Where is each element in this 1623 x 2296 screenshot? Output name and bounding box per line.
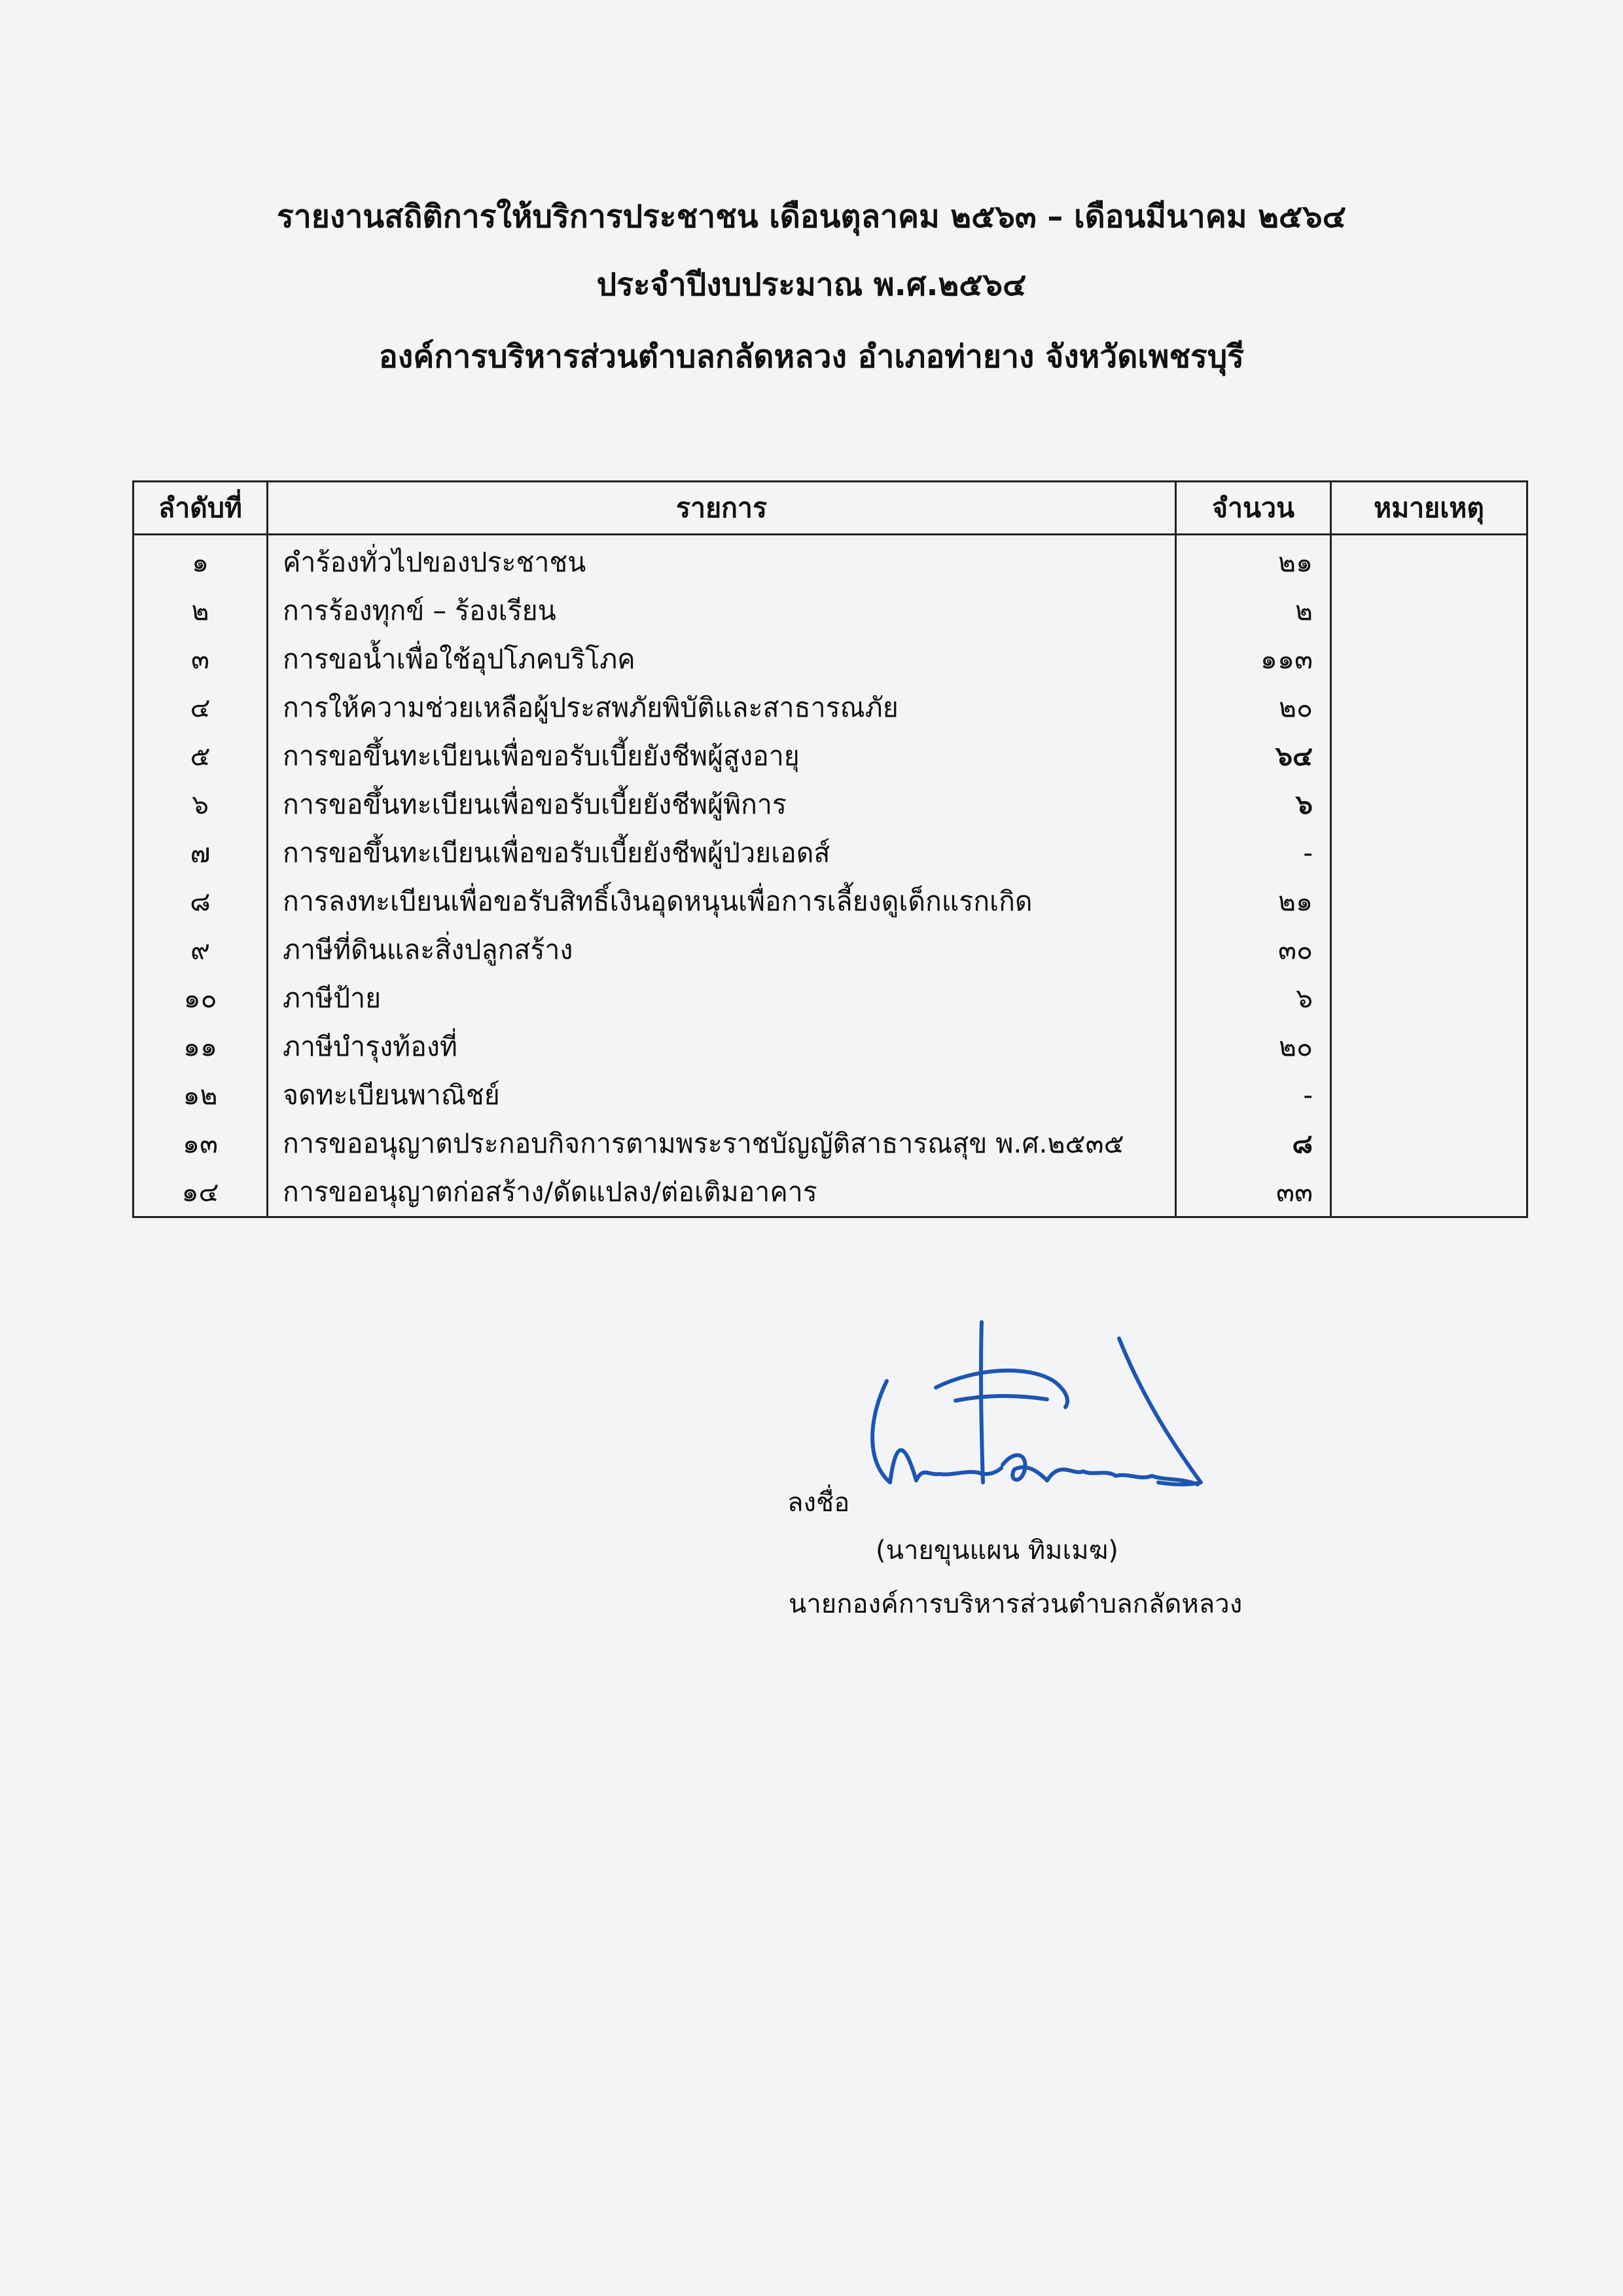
row-quantity: ๒๐ [1176, 683, 1331, 732]
statistics-table [132, 480, 1528, 1218]
table-row [134, 1071, 1527, 1119]
row-number: ๑ [134, 535, 268, 587]
row-remark [1331, 1119, 1527, 1168]
row-item: การขออนุญาตก่อสร้าง/ดัดแปลง/ต่อเติมอาคาร [268, 1168, 1176, 1217]
row-quantity: ๘ [1176, 1119, 1331, 1168]
table-row [134, 1168, 1527, 1217]
row-number: ๔ [134, 683, 268, 732]
table-row [134, 1022, 1527, 1071]
table-row [134, 925, 1527, 974]
row-number: ๘ [134, 877, 268, 925]
row-remark [1331, 925, 1527, 974]
row-remark [1331, 635, 1527, 683]
table-row [134, 780, 1527, 829]
row-quantity: ๑๑๓ [1176, 635, 1331, 683]
table-row [134, 535, 1527, 587]
table-row [134, 635, 1527, 683]
column-header-item: รายการ [268, 482, 1176, 535]
row-remark [1331, 780, 1527, 829]
report-title: รายงานสถิติการให้บริการประชาชน เดือนตุลาคม ๒๕๖๓ – เดือนมีนาคม ๒๕๖๔ [277, 198, 1346, 235]
row-remark [1331, 1022, 1527, 1071]
row-number: ๓ [134, 635, 268, 683]
row-number: ๖ [134, 780, 268, 829]
fiscal-year-line: ประจำปีงบประมาณ พ.ศ.๒๕๖๔ [596, 266, 1027, 303]
row-number: ๑๑ [134, 1022, 268, 1071]
row-item: การขออนุญาตประกอบกิจการตามพระราชบัญญัติสาธารณสุข พ.ศ.๒๕๓๕ [268, 1119, 1176, 1168]
row-number: ๗ [134, 829, 268, 877]
row-remark [1331, 732, 1527, 780]
table-header-row [134, 482, 1527, 535]
row-quantity: ๒๑ [1176, 535, 1331, 587]
row-remark [1331, 1071, 1527, 1119]
row-item: การร้องทุกข์ – ร้องเรียน [268, 586, 1176, 635]
row-item: การลงทะเบียนเพื่อขอรับสิทธิ์เงินอุดหนุนเพื่อการเลี้ยงดูเด็กแรกเกิด [268, 877, 1176, 925]
row-quantity: ๓๐ [1176, 925, 1331, 974]
row-number: ๙ [134, 925, 268, 974]
row-quantity: ๓๓ [1176, 1168, 1331, 1217]
row-item: จดทะเบียนพาณิชย์ [268, 1071, 1176, 1119]
table-row [134, 1119, 1527, 1168]
row-quantity: - [1176, 829, 1331, 877]
table-row [134, 586, 1527, 635]
row-item: คำร้องทั่วไปของประชาชน [268, 535, 1176, 587]
column-header-remark: หมายเหตุ [1331, 482, 1527, 535]
row-quantity: ๖ [1176, 780, 1331, 829]
table-row [134, 974, 1527, 1022]
row-quantity: ๒ [1176, 586, 1331, 635]
row-remark [1331, 586, 1527, 635]
signer-position: นายกองค์การบริหารส่วนตำบลกลัดหลวง [789, 1589, 1243, 1619]
row-item: การขอน้ำเพื่อใช้อุปโภคบริโภค [268, 635, 1176, 683]
row-remark [1331, 974, 1527, 1022]
row-quantity: ๒๑ [1176, 877, 1331, 925]
organization-line: องค์การบริหารส่วนตำบลกลัดหลวง อำเภอท่ายาง จังหวัดเพชรบุรี [378, 338, 1245, 375]
row-quantity: - [1176, 1071, 1331, 1119]
row-remark [1331, 683, 1527, 732]
row-remark [1331, 535, 1527, 587]
row-quantity: ๒๐ [1176, 1022, 1331, 1071]
row-item: การให้ความช่วยเหลือผู้ประสพภัยพิบัติและสาธารณภัย [268, 683, 1176, 732]
row-number: ๕ [134, 732, 268, 780]
row-number: ๒ [134, 586, 268, 635]
table-row [134, 732, 1527, 780]
row-item: การขอขึ้นทะเบียนเพื่อขอรับเบี้ยยังชีพผู้พิการ [268, 780, 1176, 829]
signature-label: ลงชื่อ [787, 1488, 850, 1518]
signer-name: (นายขุนแผน ทิมเมฆ) [876, 1535, 1118, 1566]
row-remark [1331, 829, 1527, 877]
row-number: ๑๐ [134, 974, 268, 1022]
table-row [134, 683, 1527, 732]
handwritten-signature [831, 1309, 1224, 1525]
row-quantity: ๖๔ [1176, 732, 1331, 780]
row-item: การขอขึ้นทะเบียนเพื่อขอรับเบี้ยยังชีพผู้สูงอายุ [268, 732, 1176, 780]
row-number: ๑๒ [134, 1071, 268, 1119]
table-row [134, 829, 1527, 877]
row-quantity: ๖ [1176, 974, 1331, 1022]
row-item: ภาษีบำรุงท้องที่ [268, 1022, 1176, 1071]
row-item: ภาษีที่ดินและสิ่งปลูกสร้าง [268, 925, 1176, 974]
signature-strokes [872, 1322, 1201, 1525]
column-header-quantity: จำนวน [1176, 482, 1331, 535]
row-remark [1331, 1168, 1527, 1217]
row-number: ๑๓ [134, 1119, 268, 1168]
table-row [134, 877, 1527, 925]
row-number: ๑๔ [134, 1168, 268, 1217]
column-header-number: ลำดับที่ [134, 482, 268, 535]
row-item: ภาษีป้าย [268, 974, 1176, 1022]
row-item: การขอขึ้นทะเบียนเพื่อขอรับเบี้ยยังชีพผู้ป่วยเอดส์ [268, 829, 1176, 877]
row-remark [1331, 877, 1527, 925]
